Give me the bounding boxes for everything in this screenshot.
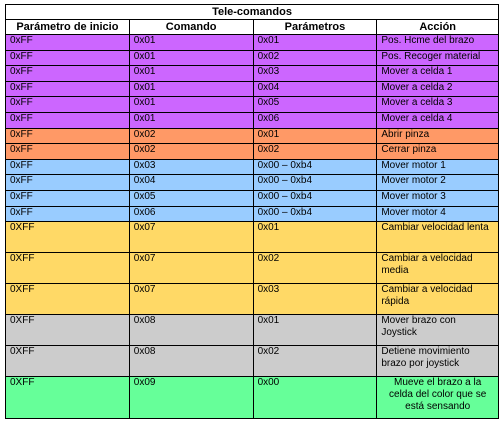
cell-action: Mueve el brazo a la celda del color que se está sensando bbox=[377, 377, 499, 419]
table-row bbox=[6, 144, 499, 160]
cell-action: Mover a celda 1 bbox=[377, 66, 499, 82]
cell-parameters: 0x00 bbox=[253, 377, 377, 419]
cell-command: 0x09 bbox=[129, 377, 253, 419]
table-row bbox=[6, 190, 499, 206]
cell-parameters: 0x02 bbox=[253, 253, 377, 284]
cell-start-parameter: 0xFF bbox=[6, 66, 130, 82]
cell-action: Cambiar a velocidad media bbox=[377, 253, 499, 284]
table-row bbox=[6, 253, 499, 284]
table-row bbox=[6, 97, 499, 113]
cell-parameters: 0x01 bbox=[253, 35, 377, 51]
cell-start-parameter: 0XFF bbox=[6, 284, 130, 315]
cell-parameters: 0x02 bbox=[253, 346, 377, 377]
table-title: Tele-comandos bbox=[6, 5, 499, 20]
cell-parameters: 0x05 bbox=[253, 97, 377, 113]
cell-action: Abrir pinza bbox=[377, 128, 499, 144]
table-row bbox=[6, 284, 499, 315]
cell-command: 0x02 bbox=[129, 128, 253, 144]
header-action: Acción bbox=[377, 20, 499, 35]
header-parameters: Parámetros bbox=[253, 20, 377, 35]
cell-command: 0x03 bbox=[129, 159, 253, 175]
table-row bbox=[6, 159, 499, 175]
cell-action: Mover motor 4 bbox=[377, 206, 499, 222]
cell-start-parameter: 0XFF bbox=[6, 253, 130, 284]
cell-command: 0x08 bbox=[129, 315, 253, 346]
table-row bbox=[6, 175, 499, 191]
cell-start-parameter: 0xFF bbox=[6, 206, 130, 222]
cell-start-parameter: 0xFF bbox=[6, 190, 130, 206]
cell-command: 0x04 bbox=[129, 175, 253, 191]
cell-start-parameter: 0xFF bbox=[6, 175, 130, 191]
cell-start-parameter: 0xFF bbox=[6, 35, 130, 51]
cell-command: 0x01 bbox=[129, 97, 253, 113]
cell-command: 0x08 bbox=[129, 346, 253, 377]
cell-start-parameter: 0xFF bbox=[6, 97, 130, 113]
cell-start-parameter: 0XFF bbox=[6, 315, 130, 346]
cell-start-parameter: 0xFF bbox=[6, 144, 130, 160]
table-header-row bbox=[6, 20, 499, 35]
cell-start-parameter: 0XFF bbox=[6, 222, 130, 253]
cell-parameters: 0x03 bbox=[253, 284, 377, 315]
cell-command: 0x02 bbox=[129, 144, 253, 160]
cell-command: 0x05 bbox=[129, 190, 253, 206]
table-row bbox=[6, 66, 499, 82]
table-row bbox=[6, 81, 499, 97]
table-row bbox=[6, 206, 499, 222]
cell-action: Mover motor 3 bbox=[377, 190, 499, 206]
cell-start-parameter: 0xFF bbox=[6, 128, 130, 144]
cell-action: Mover a celda 2 bbox=[377, 81, 499, 97]
cell-action: Cerrar pinza bbox=[377, 144, 499, 160]
table-row bbox=[6, 346, 499, 377]
cell-parameters: 0x01 bbox=[253, 315, 377, 346]
cell-action: Mover motor 2 bbox=[377, 175, 499, 191]
cell-parameters: 0x04 bbox=[253, 81, 377, 97]
cell-command: 0x01 bbox=[129, 112, 253, 128]
cell-parameters: 0x00 – 0xb4 bbox=[253, 175, 377, 191]
cell-command: 0x01 bbox=[129, 35, 253, 51]
table-row bbox=[6, 315, 499, 346]
cell-command: 0x07 bbox=[129, 222, 253, 253]
cell-parameters: 0x00 – 0xb4 bbox=[253, 159, 377, 175]
table-title-row bbox=[6, 5, 499, 20]
cell-start-parameter: 0xFF bbox=[6, 159, 130, 175]
cell-parameters: 0x02 bbox=[253, 50, 377, 66]
cell-start-parameter: 0XFF bbox=[6, 346, 130, 377]
cell-parameters: 0x03 bbox=[253, 66, 377, 82]
cell-action: Pos. Hcme del brazo bbox=[377, 35, 499, 51]
cell-command: 0x01 bbox=[129, 66, 253, 82]
cell-parameters: 0x06 bbox=[253, 112, 377, 128]
cell-action: Detiene movimiento brazo por joystick bbox=[377, 346, 499, 377]
cell-action: Mover a celda 3 bbox=[377, 97, 499, 113]
cell-command: 0x06 bbox=[129, 206, 253, 222]
cell-action: Mover motor 1 bbox=[377, 159, 499, 175]
cell-start-parameter: 0xFF bbox=[6, 50, 130, 66]
table-row bbox=[6, 377, 499, 419]
cell-action: Cambiar velocidad lenta bbox=[377, 222, 499, 253]
cell-action: Mover a celda 4 bbox=[377, 112, 499, 128]
table-row bbox=[6, 50, 499, 66]
cell-start-parameter: 0xFF bbox=[6, 81, 130, 97]
cell-parameters: 0x01 bbox=[253, 128, 377, 144]
cell-parameters: 0x02 bbox=[253, 144, 377, 160]
header-start-parameter: Parámetro de inicio bbox=[6, 20, 130, 35]
cell-command: 0x01 bbox=[129, 81, 253, 97]
table-row bbox=[6, 128, 499, 144]
table-row bbox=[6, 112, 499, 128]
table-row bbox=[6, 35, 499, 51]
cell-start-parameter: 0xFF bbox=[6, 112, 130, 128]
cell-action: Pos. Recoger material bbox=[377, 50, 499, 66]
cell-parameters: 0x01 bbox=[253, 222, 377, 253]
cell-command: 0x07 bbox=[129, 253, 253, 284]
cell-parameters: 0x00 – 0xb4 bbox=[253, 206, 377, 222]
cell-parameters: 0x00 – 0xb4 bbox=[253, 190, 377, 206]
cell-action: Cambiar a velocidad rápida bbox=[377, 284, 499, 315]
telecommands-table bbox=[5, 4, 499, 419]
cell-action: Mover brazo con Joystick bbox=[377, 315, 499, 346]
cell-command: 0x01 bbox=[129, 50, 253, 66]
header-command: Comando bbox=[129, 20, 253, 35]
table-body bbox=[6, 35, 499, 419]
table-row bbox=[6, 222, 499, 253]
cell-command: 0x07 bbox=[129, 284, 253, 315]
cell-start-parameter: 0XFF bbox=[6, 377, 130, 419]
